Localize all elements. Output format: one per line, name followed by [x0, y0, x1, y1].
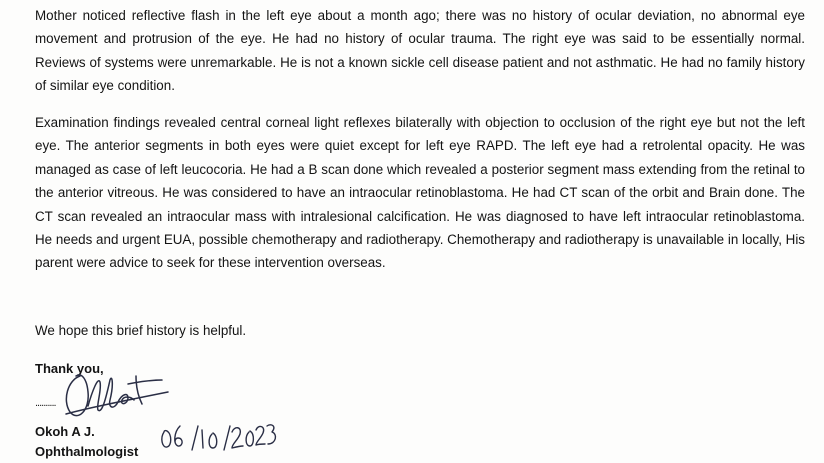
signature-dotted-line: ..........	[35, 397, 56, 409]
closing-note: We hope this brief history is helpful.	[35, 323, 247, 338]
signatory-title: Ophthalmologist	[35, 444, 139, 459]
examination-paragraph: Examination findings revealed central corneal light reflexes bilaterally with objection to occlusion of the right eye but not the left eye. The anterior segments in both eyes were quiet except for left eye RAPD. The left eye had a retrolental opacity. He was managed as case of left leucocoria. He had a B scan done which revealed a posterior segment mass extending from the retinal to the anterior vitreous. He was considered to have an intraocular retinoblastoma. He had CT scan of the orbit and Brain done. The CT scan revealed an intraocular mass with intralesional calcification. He was diagnosed to have left intraocular retinoblastoma. He needs and urgent EUA, possible chemotherapy and radiotherapy. Chemotherapy and radiotherapy is unavailable in locally, His parent were advice to seek for these intervention overseas.	[35, 115, 805, 271]
history-paragraph: Mother noticed reflective flash in the left eye about a month ago; there was no history of ocular deviation, no abnormal eye movement and protrusion of the eye. He had no history of ocular trauma. The right eye was said to be essentially normal. Reviews of systems were unremarkable. He is not a known sickle cell disease patient and not asthmatic. He had no family history of similar eye condition.	[35, 8, 805, 94]
thank-you-line: Thank you,	[35, 361, 104, 376]
signatory-name: Okoh A J.	[35, 424, 95, 439]
handwritten-date	[158, 414, 278, 460]
